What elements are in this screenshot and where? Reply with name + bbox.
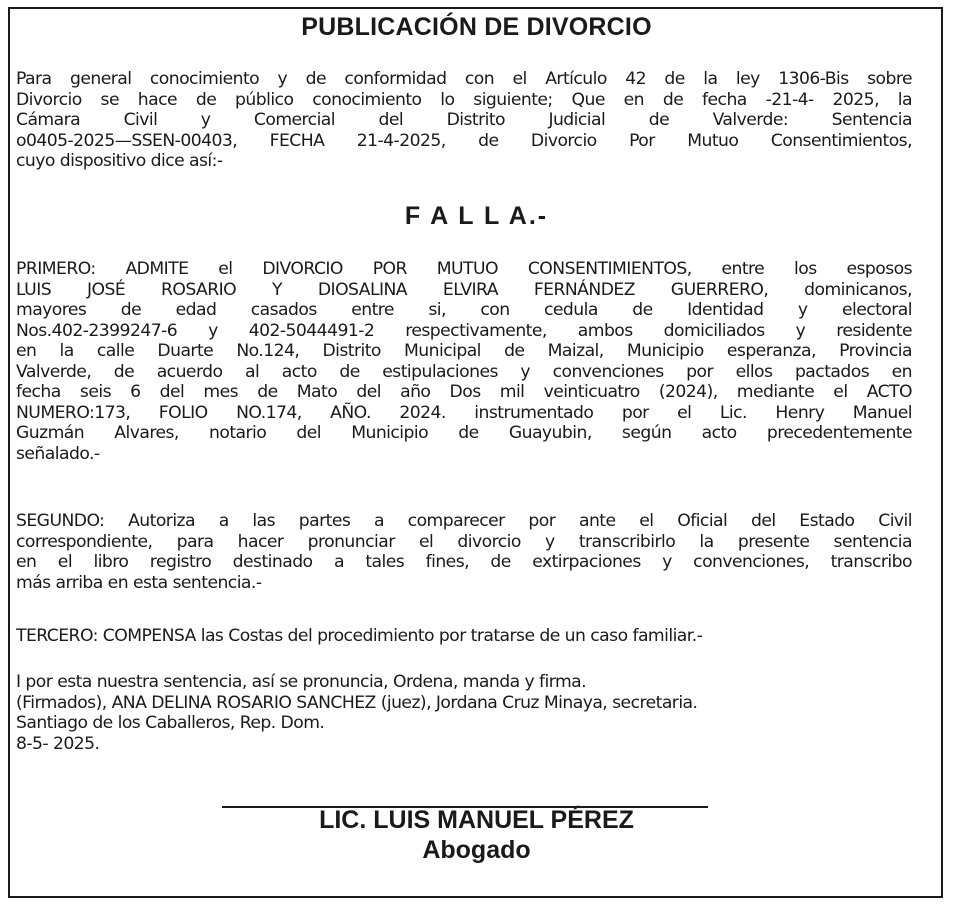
- intro-line: Cámara Civil y Comercial del Distrito Judicial de Valverde: Sentencia: [16, 110, 912, 130]
- notice-title: PUBLICACIÓN DE DIVORCIO: [301, 13, 652, 41]
- closing-line: (Firmados), ANA DELINA ROSARIO SANCHEZ (juez), Jordana Cruz Minaya, secretaria.: [16, 692, 698, 713]
- segundo-line: correspondiente, para hacer pronunciar el divorcio y transcribirlo la presente sentencia: [16, 531, 912, 552]
- primero-line: Valverde, de acuerdo al acto de estipulaciones y convenciones por ellos pactados en: [16, 361, 912, 382]
- primero-line: fecha seis 6 del mes de Mato del año Dos mil veinticuatro (2024), mediante el ACTO: [16, 382, 912, 402]
- intro-line: o0405-2025—SSEN-00403, FECHA 21-4-2025, de Divorcio Por Mutuo Consentimientos,: [16, 130, 912, 151]
- primero-line: NUMERO:173, FOLIO NO.174, AÑO. 2024. instrumentado por el Lic. Henry Manuel: [16, 402, 912, 423]
- primero-line: en la calle Duarte No.124, Distrito Municipal de Maizal, Municipio esperanza, Provincia: [16, 341, 912, 361]
- primero-line: Guzmán Alvares, notario del Municipio de Guayubin, según acto precedentemente: [16, 423, 912, 443]
- intro-paragraph: [16, 69, 912, 172]
- segundo-line: en el libro registro destinado a tales fines, de extirpaciones y convenciones, transcribo: [16, 552, 912, 572]
- segundo-line: SEGUNDO: Autoriza a las partes a comparecer por ante el Oficial del Estado Civil: [16, 511, 912, 531]
- primero-line: PRIMERO: ADMITE el DIVORCIO POR MUTUO CONSENTIMIENTOS, entre los esposos: [16, 259, 912, 279]
- primero-line: mayores de edad casados entre si, con cedula de Identidad y electoral: [16, 300, 912, 320]
- primero-paragraph: [16, 259, 912, 464]
- closing-line: Santiago de los Caballeros, Rep. Dom.: [16, 713, 325, 733]
- closing-line: I por esta nuestra sentencia, así se pronuncia, Ordena, manda y firma.: [16, 672, 587, 692]
- tercero-paragraph: TERCERO: COMPENSA las Costas del procedimiento por tratarse de un caso familiar.-: [16, 626, 703, 646]
- closing-line: 8-5- 2025.: [16, 733, 100, 754]
- segundo-line: más arriba en esta sentencia.-: [16, 572, 262, 593]
- falla-heading: F A L L A.-: [404, 202, 549, 230]
- intro-line: Divorcio se hace de público conocimiento lo siguiente; Que en de fecha -21-4- 2025, la: [16, 89, 912, 110]
- signature-name: LIC. LUIS MANUEL PÉREZ: [319, 806, 634, 834]
- closing-paragraph: [16, 672, 912, 754]
- primero-line: Nos.402-2399247-6 y 402-5044491-2 respectivamente, ambos domiciliados y residente: [16, 320, 912, 341]
- primero-line: señalado.-: [16, 443, 100, 464]
- intro-line: Para general conocimiento y de conformidad con el Artículo 42 de la ley 1306-Bis sobre: [16, 69, 912, 89]
- segundo-paragraph: [16, 511, 912, 593]
- signature-role: Abogado: [422, 836, 531, 864]
- primero-line: LUIS JOSÉ ROSARIO Y DIOSALINA ELVIRA FERNÁNDEZ GUERRERO, dominicanos,: [16, 279, 912, 300]
- intro-line: cuyo dispositivo dice así:-: [16, 151, 223, 171]
